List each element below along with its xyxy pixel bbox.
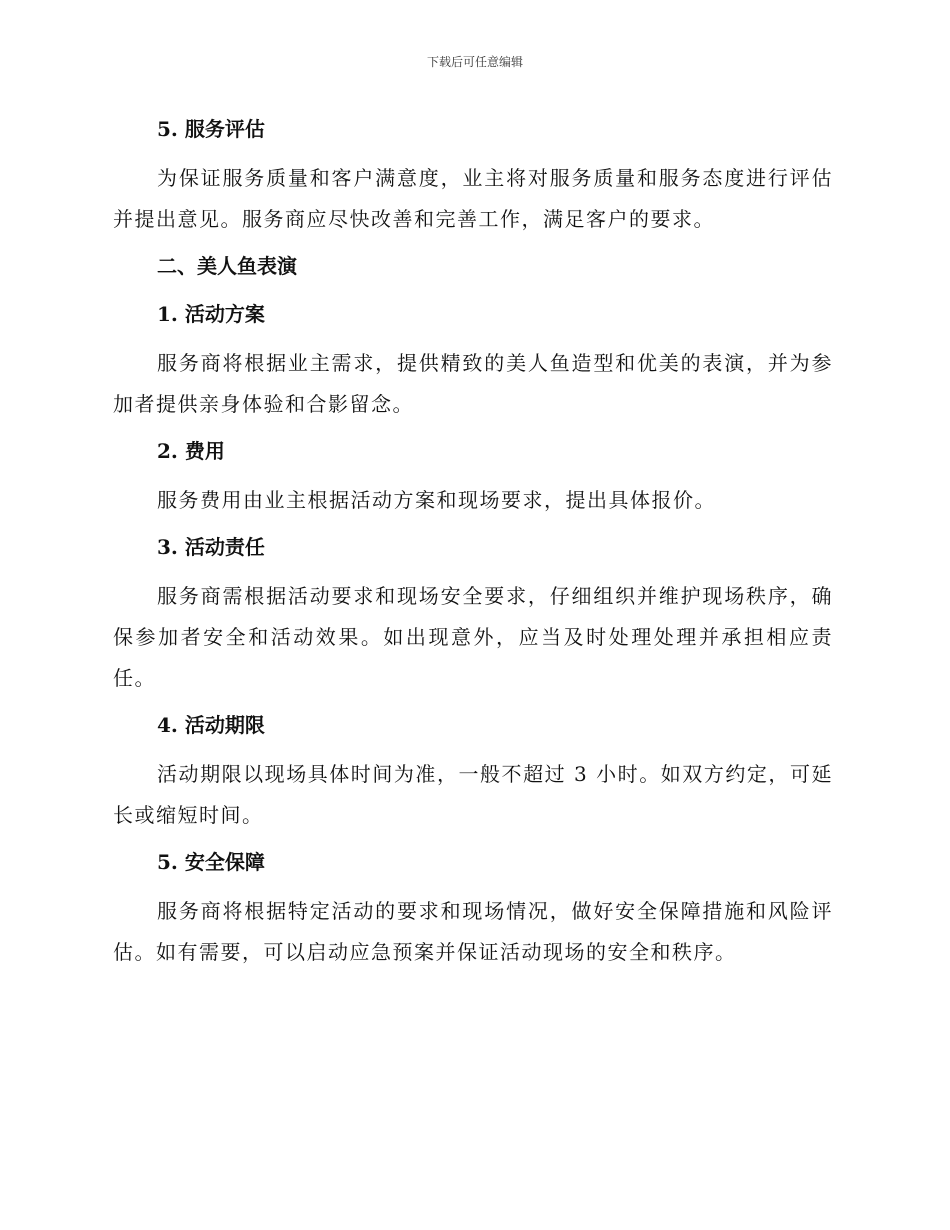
chapter-heading-mermaid-show: 二、美人鱼表演: [157, 254, 297, 278]
page-header: 下载后可任意编辑: [426, 55, 523, 69]
paragraph-activity-period: 活动期限以现场具体时间为准，一般不超过 3 小时。如双方约定，可延长或缩短时间。: [113, 762, 833, 827]
section-heading-service-evaluation: 5. 服务评估: [157, 117, 265, 141]
document-body: [113, 110, 833, 980]
section-heading-fees: 2. 费用: [157, 439, 225, 463]
paragraph-activity-responsibility: 服务商需根据活动要求和现场安全要求，仔细组织并维护现场秩序，确保参加者安全和活动效果。如出现意外，应当及时处理处理并承担相应责任。: [113, 584, 833, 690]
paragraph-service-evaluation: 为保证服务质量和客户满意度，业主将对服务质量和服务态度进行评估并提出意见。服务商应尽快改善和完善工作，满足客户的要求。: [113, 166, 833, 231]
section-heading-activity-period: 4. 活动期限: [157, 713, 265, 737]
section-heading-activity-plan: 1. 活动方案: [157, 302, 265, 326]
section-heading-safety-assurance: 5. 安全保障: [157, 850, 265, 874]
paragraph-fees: 服务费用由业主根据活动方案和现场要求，提出具体报价。: [157, 488, 716, 512]
paragraph-safety-assurance: 服务商将根据特定活动的要求和现场情况，做好安全保障措施和风险评估。如有需要，可以启动应急预案并保证活动现场的安全和秩序。: [113, 899, 833, 964]
section-heading-activity-responsibility: 3. 活动责任: [157, 535, 265, 559]
paragraph-activity-plan: 服务商将根据业主需求，提供精致的美人鱼造型和优美的表演，并为参加者提供亲身体验和合影留念。: [113, 351, 833, 416]
